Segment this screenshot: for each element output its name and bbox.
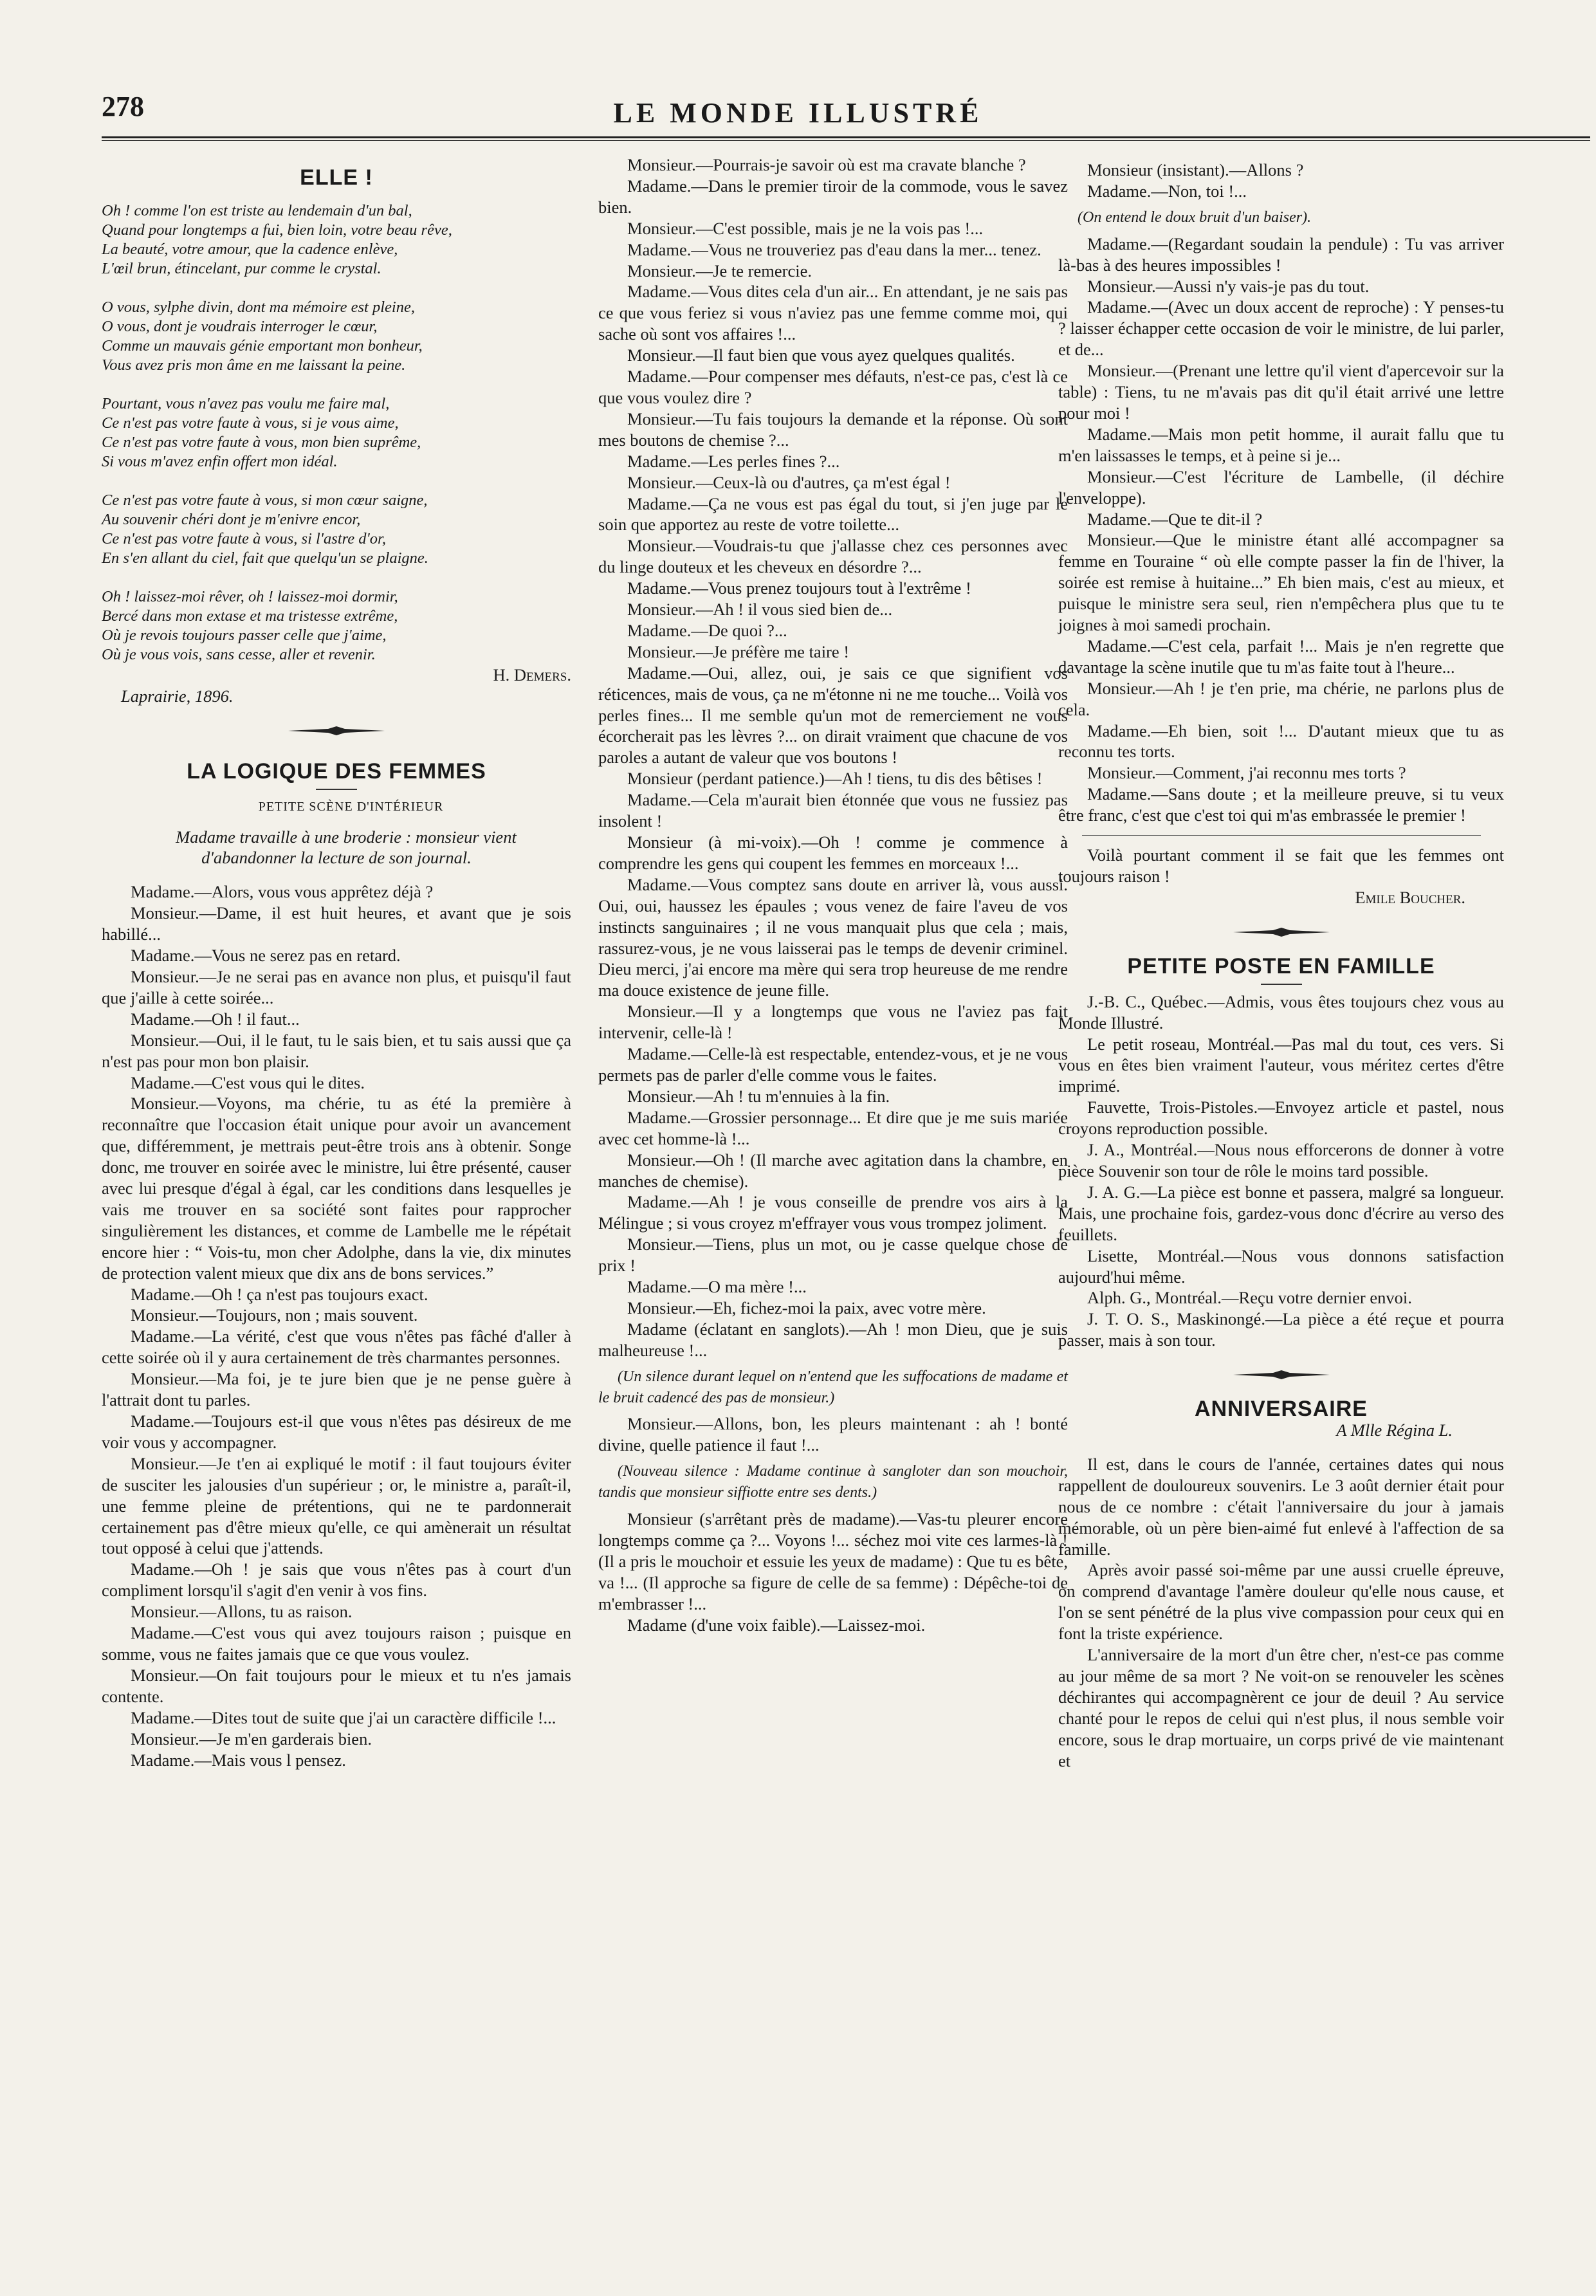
dialogue-line: Monsieur.—Que le ministre étant allé accompagner sa femme en Touraine “ où elle compte passer la fin de l'hiver, la soirée est remise à huitaine...” Eh bien mais, c'est au mieux, et puisque le ministre sera seul, rien n'empêchera plus que tu te joignes à moi samedi prochain.: [1058, 530, 1504, 635]
dialogue-line: Monsieur.—Voyons, ma chérie, tu as été la première à reconnaître que l'occasion était unique pour avoir un avancement que, différemment, je mettrais peut-être trois ans à obtenir. Songe donc, me trouver en soirée avec le ministre, lui être présenté, causer avec lui presque d'égal à égal, car les conditions dans lesquelles je vais me trouver en sa société sont faites pour rapprocher singulièrement les distances, et comme de Lambelle me le répétait encore hier : “ Vois-tu, mon cher Adolphe, dans la vie, dix minutes de protection valent mieux que dix ans de bons services.”: [102, 1094, 571, 1283]
dialogue-line: Monsieur (à mi-voix).—Oh ! comme je commence à comprendre les gens qui coupent les femmes en morceaux !...: [598, 832, 1068, 873]
paragraph: L'anniversaire de la mort d'un être cher, n'est-ce pas comme au jour même de sa mort ? Ne voit-on se renouveler les scènes déchirantes qui accompagnèrent ce jour de deuil ? Au service chanté pour le repos de celui qui n'est plus, il nous semble voir encore, sous le drap mortuaire, un corps privé de vie maintenant et: [1058, 1645, 1504, 1770]
mailbox-item: Le petit roseau, Montréal.—Pas mal du tout, ces vers. Si vous en êtes bien vraiment l'auteur, vous méritez certes d'être imprimé.: [1058, 1034, 1504, 1096]
dialogue-line: Monsieur.—Allons, bon, les pleurs maintenant : ah ! bonté divine, quelle patience il faut !...: [598, 1414, 1068, 1455]
column-2: [598, 154, 1068, 1636]
paragraph: Il est, dans le cours de l'année, certaines dates qui nous rappellent de douloureux souvenirs. Le 3 août dernier était pour nous de ce nombre : c'était l'anniversaire du jour à jamais mémorable, où un père bien-aimé fut enlevé à l'affection de sa famille.: [1058, 1454, 1504, 1559]
dialogue-line: Monsieur.—Il y a longtemps que vous ne l'aviez pas fait intervenir, celle-là !: [598, 1002, 1068, 1043]
article-closing: Voilà pourtant comment il se fait que les femmes ont toujours raison !: [1058, 845, 1504, 886]
poem-stanza: Oh ! laissez-moi rêver, oh ! laissez-moi dormir, Bercé dans mon extase et ma tristesse extrême, Où je revois toujours passer celle que j'aime, Où je vous vois, sans cesse, aller et revenir.: [102, 587, 398, 663]
ornament-divider: [1233, 928, 1330, 937]
dialogue-line: Madame.—Cela m'aurait bien étonnée que vous ne fussiez pas insolent !: [598, 790, 1068, 831]
dialogue-line: Madame.—La vérité, c'est que vous n'êtes pas fâché d'aller à cette soirée où il y aura certainement de très charmantes personnes.: [102, 1327, 571, 1368]
dialogue-line: Madame.—Pour compenser mes défauts, n'est-ce pas, c'est là ce que vous voulez dire ?: [598, 367, 1068, 407]
poem-stanza: O vous, sylphe divin, dont ma mémoire est pleine, O vous, dont je voudrais interroger le cœur, Comme un mauvais génie emportant mon bonheur, Vous avez pris mon âme en me laissant la peine.: [102, 298, 423, 374]
dialogue-line: Madame.—Vous ne serez pas en retard.: [131, 946, 401, 966]
dialogue-line: Monsieur.—Je m'en garderais bien.: [131, 1729, 372, 1749]
dialogue-line: Madame.—Oh ! je sais que vous n'êtes pas à court d'un compliment lorsqu'il s'agit d'en venir à vos fins.: [102, 1559, 571, 1601]
masthead-title: LE MONDE ILLUSTRÉ: [613, 97, 983, 129]
dialogue-line: Monsieur (perdant patience.)—Ah ! tiens, tu dis des bêtises !: [627, 769, 1043, 789]
dialogue-line: Madame.—Oh ! il faut...: [131, 1009, 300, 1029]
dialogue-line: Monsieur.—Ceux-là ou d'autres, ça m'est égal !: [627, 472, 951, 492]
dialogue-line: Madame.—Eh bien, soit !... D'autant mieux que tu as reconnu tes torts.: [1058, 721, 1504, 762]
dialogue-line: Monsieur.—Il faut bien que vous ayez quelques qualités.: [627, 345, 1015, 365]
poem: [102, 201, 571, 665]
dialogue-line: Monsieur.—Comment, j'ai reconnu mes torts ?: [1087, 763, 1406, 783]
stage-direction: Madame travaille à une broderie : monsieur vient d'abandonner la lecture de son journal.: [176, 827, 517, 868]
dialogue-line: Monsieur (s'arrêtant près de madame).—Vas-tu pleurer encore longtemps comme ça ?... Voyons !... séchez moi vite ces larmes-là ! (Il a pris le mouchoir et essuie les yeux de madame) : Que tu es bête, va !... (Il approche sa figure de celle de sa femme) : Dépêche-toi de m'embrasser !...: [598, 1509, 1068, 1613]
dialogue-line: Madame.—Celle-là est respectable, entendez-vous, et je ne vous permets pas de parler d'elle comme vous le faites.: [598, 1044, 1068, 1085]
dialogue-line: Monsieur.—Je te remercie.: [627, 261, 812, 280]
dialogue-part-2: [598, 154, 1068, 1636]
dialogue-line: (Un silence durant lequel on n'entend que les suffocations de madame et le bruit cadencé des pas de monsieur.): [598, 1368, 1068, 1406]
dialogue-line: Monsieur.—Ma foi, je te jure bien que je ne pense guère à l'attrait dont tu parles.: [102, 1369, 571, 1410]
dialogue-line: Monsieur.—On fait toujours pour le mieux et tu n'es jamais contente.: [102, 1665, 571, 1706]
mailbox-item: Alph. G., Montréal.—Reçu votre dernier envoi.: [1087, 1288, 1412, 1308]
dialogue-line: (On entend le doux bruit d'un baiser).: [1078, 208, 1312, 226]
dialogue-line: Madame.—Les perles fines ?...: [627, 451, 840, 471]
dialogue-line: Madame.—Vous dites cela d'un air... En attendant, je ne sais pas ce que vous feriez si vous n'aviez pas une femme comme moi, qui sache où sont vos affaires !...: [598, 282, 1068, 344]
dialogue-line: Monsieur.—Dame, il est huit heures, et avant que je sois habillé...: [102, 903, 571, 944]
dialogue-line: Madame.—Grossier personnage... Et dire que je me suis mariée avec cet homme-là !...: [598, 1107, 1068, 1148]
section-title: ANNIVERSAIRE: [1195, 1397, 1368, 1422]
masthead-rule: [102, 136, 1590, 141]
poem-title: ELLE !: [300, 165, 373, 190]
article-author: Emile Boucher.: [1355, 887, 1465, 907]
dialogue-line: Monsieur.—Voudrais-tu que j'allasse chez ces personnes avec du linge douteux et les cheveux en désordre ?...: [598, 536, 1068, 577]
dialogue-part-3: [1058, 160, 1504, 826]
paragraph: Après avoir passé soi-même par une aussi cruelle épreuve, on comprend d'avantage l'amère douleur qu'elle nous cause, et l'on se sent pénétré de la plus vive compassion pour ceux qui en font la triste expérience.: [1058, 1560, 1504, 1644]
mailbox-item: J. A., Montréal.—Nous nous efforcerons de donner à votre pièce Souvenir son tour de rôle le moins tard possible.: [1058, 1140, 1504, 1180]
mailbox-item: Lisette, Montréal.—Nous vous donnons satisfaction aujourd'hui même.: [1058, 1245, 1504, 1287]
dialogue-line: Monsieur.—Je ne serai pas en avance non plus, et puisqu'il faut que j'aille à cette soirée...: [102, 966, 571, 1007]
dialogue-line: Madame.—Dites tout de suite que j'ai un caractère difficile !...: [131, 1707, 556, 1727]
anniversary-text: [1058, 1454, 1504, 1772]
dialogue-part-1: [102, 881, 571, 1770]
dialogue-line: Madame.—C'est vous qui avez toujours raison ; puisque en somme, vous ne faites jamais que ce que vous voulez.: [102, 1623, 571, 1664]
dialogue-line: Monsieur.—Ah ! je t'en prie, ma chérie, ne parlons plus de cela.: [1058, 678, 1504, 719]
page-number: 278: [102, 91, 144, 122]
dialogue-line: Monsieur.—Tiens, plus un mot, ou je casse quelque chose de prix !: [598, 1235, 1068, 1276]
dedication: A Mlle Régina L.: [1336, 1420, 1453, 1440]
mailbox-item: J. A. G.—La pièce est bonne et passera, malgré sa longueur. Mais, une prochaine fois, gardez-vous donc d'écrire au verso des feuillets.: [1058, 1182, 1504, 1244]
dialogue-line: Madame (d'une voix faible).—Laissez-moi.: [627, 1615, 926, 1635]
title-rule: [316, 789, 357, 790]
dialogue-line: Monsieur (insistant).—Allons ?: [1087, 160, 1304, 179]
title-rule: [1261, 984, 1302, 985]
poem-stanza: Oh ! comme l'on est triste au lendemain d'un bal, Quand pour longtemps a fui, bien loin, votre beau rêve, La beauté, votre amour, que la cadence enlève, L'œil brun, étincelant, pur comme le crystal.: [102, 201, 452, 277]
mailbox-item: J. T. O. S., Maskinongé.—La pièce a été reçue et pourra passer, mais à son tour.: [1058, 1309, 1504, 1350]
dialogue-line: Madame.—Vous ne trouveriez pas d'eau dans la mer... tenez.: [627, 239, 1041, 259]
divider-line: [1082, 835, 1481, 836]
dialogue-line: Madame.—Sans doute ; et la meilleure preuve, si tu veux être franc, c'est que c'est toi qui m'as embrassée le premier !: [1058, 784, 1504, 825]
dialogue-line: Madame.—Mais mon petit homme, il aurait fallu que tu m'en laissasses le temps, et à peine si je...: [1058, 424, 1504, 465]
poem-author: H. Demers.: [493, 665, 571, 684]
dialogue-line: Madame.—O ma mère !...: [627, 1277, 807, 1297]
mailbox-item: Fauvette, Trois-Pistoles.—Envoyez article et pastel, nous croyons reproduction possible.: [1058, 1097, 1504, 1139]
dialogue-line: Madame.—Que te dit-il ?: [1087, 509, 1263, 529]
dialogue-line: Monsieur.—Aussi n'y vais-je pas du tout.: [1087, 276, 1370, 296]
column-3: [1058, 154, 1504, 1772]
dialogue-line: Monsieur.—Je t'en ai expliqué le motif : il faut toujours éviter de susciter les jalousies d'un supérieur ; or, le ministre a, paraît-il, une femme pleine de prétentions, qui ne te pardonnerait certainement pas d'être mieux qu'elle, ce qui amènerait un résultat tout opposé à celui que j'attends.: [102, 1453, 571, 1558]
dialogue-line: Madame.—Toujours est-il que vous n'êtes pas désireux de me voir vous y accompagner.: [102, 1411, 571, 1452]
dialogue-line: Madame.—Ça ne vous est pas égal du tout, si j'en juge par le soin que apportez au reste de votre toilette...: [598, 493, 1068, 535]
section-title: PETITE POSTE EN FAMILLE: [1127, 953, 1435, 978]
dialogue-line: Madame.—(Regardant soudain la pendule) : Tu vas arriver là-bas à des heures impossibles !: [1058, 234, 1504, 275]
ornament-divider: [288, 726, 385, 735]
dialogue-line: Monsieur.—C'est l'écriture de Lambelle, (il déchire l'enveloppe).: [1058, 466, 1504, 508]
column-1: [102, 154, 571, 1770]
dialogue-line: Monsieur.—Toujours, non ; mais souvent.: [131, 1305, 418, 1325]
dialogue-line: Madame.—(Avec un doux accent de reproche) : Y penses-tu ? laisser échapper cette occasion de voir le ministre, de lui parler, et de...: [1058, 297, 1504, 360]
dialogue-line: Madame.—Vous comptez sans doute en arriver là, vous aussi. Oui, oui, haussez les épaules ; vous venez de faire l'aveu de vos instincts sanguinaires ; il ne vous manquait plus que cela ; mais, rassurez-vous, je ne vous laisserai pas le temps de devenir criminel. Dieu merci, j'ai encore ma mère qui sera trop heureuse de me rendre ma douce existence de jeune fille.: [598, 874, 1068, 1000]
dialogue-line: Monsieur.—(Prenant une lettre qu'il vient d'apercevoir sur la table) : Tiens, tu ne m'avais pas dit qu'il était arrivé une lettre pour moi !: [1058, 361, 1504, 423]
dialogue-line: Monsieur.—Oh ! (Il marche avec agitation dans la chambre, en manches de chemise).: [598, 1150, 1068, 1191]
dialogue-line: Monsieur.—Allons, tu as raison.: [131, 1602, 353, 1622]
poem-place-date: Laprairie, 1896.: [121, 686, 234, 706]
article-subtitle: PETITE SCÈNE D'INTÉRIEUR: [258, 799, 444, 814]
mailbox-list: [1058, 991, 1504, 1351]
dialogue-line: Madame.—Mais vous l pensez.: [131, 1750, 346, 1770]
ornament-divider: [1233, 1370, 1330, 1379]
dialogue-line: Madame.—Dans le premier tiroir de la commode, vous le savez bien.: [598, 176, 1068, 217]
dialogue-line: Monsieur.—Ah ! tu m'ennuies à la fin.: [627, 1086, 890, 1106]
dialogue-line: Monsieur.—Tu fais toujours la demande et la réponse. Où sont mes boutons de chemise ?...: [598, 409, 1068, 450]
poem-stanza: Ce n'est pas votre faute à vous, si mon cœur saigne, Au souvenir chéri dont je m'enivre encor, Ce n'est pas votre faute à vous, si l'astre d'or, En s'en allant du ciel, fait que quelqu'un se plaigne.: [102, 491, 428, 567]
dialogue-line: Madame.—Alors, vous vous apprêtez déjà ?: [131, 882, 434, 902]
dialogue-line: Madame.—Non, toi !...: [1087, 181, 1247, 201]
dialogue-line: Madame.—Oui, allez, oui, je sais ce que signifient vos réticences, mais de vous, ça ne m'étonne ni ne me touche... Voilà vos perles fines... Il me semble qu'un mot de remerciement ne vous écorcherait pas les lèvres ?... on dirait vraiment que chacune de vos paroles a autant de valeur que vos boutons !: [598, 663, 1068, 767]
dialogue-line: Madame.—Ah ! je vous conseille de prendre vos airs à la Mélingue ; si vous croyez m'effrayer vous vous trompez joliment.: [598, 1192, 1068, 1233]
dialogue-line: Monsieur.—Pourrais-je savoir où est ma cravate blanche ?: [627, 155, 1026, 174]
dialogue-line: Madame (éclatant en sanglots).—Ah ! mon Dieu, que je suis malheureuse !...: [598, 1319, 1068, 1360]
mailbox-item: J.-B. C., Québec.—Admis, vous êtes toujours chez vous au Monde Illustré.: [1058, 991, 1504, 1033]
dialogue-line: Monsieur.—Eh, fichez-moi la paix, avec votre mère.: [627, 1298, 986, 1318]
poem-stanza: Pourtant, vous n'avez pas voulu me faire mal, Ce n'est pas votre faute à vous, si je vous aime, Ce n'est pas votre faute à vous, mon bien suprême, Si vous m'avez enfin offert mon idéal.: [102, 394, 421, 470]
dialogue-line: Madame.—Oh ! ça n'est pas toujours exact.: [131, 1284, 428, 1304]
article-title: LA LOGIQUE DES FEMMES: [187, 758, 486, 784]
dialogue-line: Monsieur.—Oui, il le faut, tu le sais bien, et tu sais aussi que ça n'est pas pour mon bon plaisir.: [102, 1030, 571, 1071]
dialogue-line: Monsieur.—C'est possible, mais je ne la vois pas !...: [627, 218, 984, 238]
dialogue-line: Madame.—C'est vous qui le dites.: [131, 1072, 365, 1092]
dialogue-line: Madame.—De quoi ?...: [627, 620, 787, 640]
dialogue-line: Madame.—Vous prenez toujours tout à l'extrême !: [627, 578, 971, 598]
dialogue-line: Monsieur.—Je préfère me taire !: [627, 641, 850, 661]
dialogue-line: Madame.—C'est cela, parfait !... Mais je n'en regrette que davantage la scène inutile que tu m'as faite tout à l'heure...: [1058, 636, 1504, 677]
dialogue-line: (Nouveau silence : Madame continue à sangloter dan son mouchoir, tandis que monsieur siffiotte entre ses dents.): [598, 1463, 1068, 1502]
dialogue-line: Monsieur.—Ah ! il vous sied bien de...: [627, 600, 893, 620]
